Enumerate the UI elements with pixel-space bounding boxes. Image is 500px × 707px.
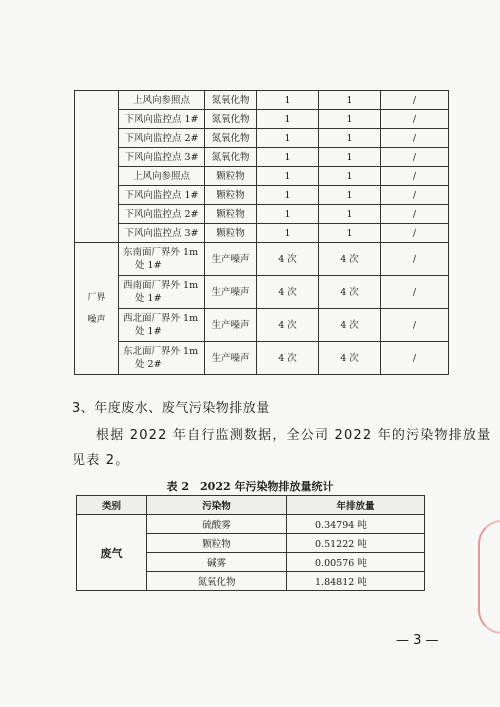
column-header: 类别 (77, 496, 147, 515)
remark-cell: / (381, 243, 449, 276)
category-cell-empty (75, 91, 119, 243)
monitoring-point: 下风向监控点 3# (119, 148, 205, 167)
remark-cell: / (381, 91, 449, 110)
frequency-cell: 1 (319, 148, 381, 167)
table-row (75, 129, 449, 148)
category-cell: 厂界噪声 (75, 243, 119, 375)
frequency-cell: 1 (257, 91, 319, 110)
pollutant: 氮氧化物 (147, 572, 287, 591)
monitoring-point: 下风向监控点 2# (119, 205, 205, 224)
emissions-table (76, 495, 425, 591)
table-row (75, 276, 449, 309)
point-line: 处 1# (135, 293, 162, 304)
table-row (75, 243, 449, 276)
table-row (75, 224, 449, 243)
frequency-cell: 4 次 (257, 243, 319, 276)
table-row (75, 148, 449, 167)
pollutant: 氮氧化物 (205, 110, 257, 129)
monitoring-point: 下风向监控点 1# (119, 110, 205, 129)
monitoring-point: 下风向监控点 2# (119, 129, 205, 148)
remark-cell: / (381, 309, 449, 342)
frequency-cell: 4 次 (319, 342, 381, 375)
point-line: 东南面厂界外 1m (123, 247, 199, 258)
point-line: 处 1# (135, 260, 162, 271)
frequency-cell: 1 (319, 224, 381, 243)
pollutant: 氮氧化物 (205, 148, 257, 167)
table-row (75, 110, 449, 129)
annual-amount: 0.34794 吨 (287, 515, 425, 534)
frequency-cell: 1 (319, 91, 381, 110)
point-line: 西南面厂界外 1m (123, 280, 199, 291)
frequency-cell: 1 (319, 205, 381, 224)
frequency-cell: 1 (319, 186, 381, 205)
paragraph-line: 根据 2022 年自行监测数据，全公司 2022 年的污染物排放量 (96, 428, 492, 443)
frequency-cell: 4 次 (319, 276, 381, 309)
pollutant: 颗粒物 (205, 224, 257, 243)
column-header: 污染物 (147, 496, 287, 515)
frequency-cell: 1 (257, 167, 319, 186)
pollutant: 硫酸雾 (147, 515, 287, 534)
monitoring-point: 上风向参照点 (119, 167, 205, 186)
table-row (75, 91, 449, 110)
category-cell: 废气 (77, 515, 147, 591)
remark-cell: / (381, 129, 449, 148)
remark-cell: / (381, 276, 449, 309)
frequency-cell: 4 次 (257, 309, 319, 342)
table-row (75, 167, 449, 186)
monitoring-point (119, 342, 205, 375)
seal-stamp-partial (478, 520, 500, 634)
pollutant: 氮氧化物 (205, 91, 257, 110)
pollutant: 氮氧化物 (205, 129, 257, 148)
monitoring-point (119, 309, 205, 342)
table-row (75, 309, 449, 342)
remark-cell: / (381, 167, 449, 186)
frequency-cell: 1 (257, 205, 319, 224)
remark-cell: / (381, 110, 449, 129)
table-row (75, 342, 449, 375)
monitoring-point: 下风向监控点 1# (119, 186, 205, 205)
paragraph-line: 见表 2。 (72, 453, 130, 468)
monitoring-table (74, 90, 449, 375)
frequency-cell: 1 (257, 148, 319, 167)
frequency-cell: 1 (257, 129, 319, 148)
frequency-cell: 1 (257, 224, 319, 243)
pollutant: 颗粒物 (205, 186, 257, 205)
page-number: — 3 — (396, 633, 439, 648)
point-line: 处 1# (135, 326, 162, 337)
pollutant: 碱雾 (147, 553, 287, 572)
monitoring-point (119, 243, 205, 276)
table-header-row (77, 496, 425, 515)
frequency-cell: 4 次 (319, 309, 381, 342)
annual-amount: 1.84812 吨 (287, 572, 425, 591)
point-line: 处 2# (135, 359, 162, 370)
noise-type: 生产噪声 (205, 243, 257, 276)
frequency-cell: 1 (319, 110, 381, 129)
monitoring-point: 下风向监控点 3# (119, 224, 205, 243)
remark-cell: / (381, 186, 449, 205)
table-row (75, 186, 449, 205)
remark-cell: / (381, 148, 449, 167)
monitoring-point (119, 276, 205, 309)
frequency-cell: 1 (319, 167, 381, 186)
annual-amount: 0.51222 吨 (287, 534, 425, 553)
pollutant: 颗粒物 (147, 534, 287, 553)
table-row (75, 205, 449, 224)
monitoring-point: 上风向参照点 (119, 91, 205, 110)
remark-cell: / (381, 205, 449, 224)
pollutant: 颗粒物 (205, 167, 257, 186)
noise-type: 生产噪声 (205, 342, 257, 375)
column-header: 年排放量 (287, 496, 425, 515)
frequency-cell: 4 次 (319, 243, 381, 276)
frequency-cell: 1 (319, 129, 381, 148)
frequency-cell: 4 次 (257, 342, 319, 375)
pollutant: 颗粒物 (205, 205, 257, 224)
section-heading: 3、年度废水、废气污染物排放量 (72, 401, 270, 416)
frequency-cell: 1 (257, 110, 319, 129)
remark-cell: / (381, 342, 449, 375)
noise-type: 生产噪声 (205, 309, 257, 342)
noise-type: 生产噪声 (205, 276, 257, 309)
annual-amount: 0.00576 吨 (287, 553, 425, 572)
point-line: 西北面厂界外 1m (123, 313, 199, 324)
table-row (77, 515, 425, 534)
frequency-cell: 4 次 (257, 276, 319, 309)
table-caption: 表 2 2022 年污染物排放量统计 (166, 480, 334, 493)
point-line: 东北面厂界外 1m (123, 346, 199, 357)
frequency-cell: 1 (257, 186, 319, 205)
remark-cell: / (381, 224, 449, 243)
